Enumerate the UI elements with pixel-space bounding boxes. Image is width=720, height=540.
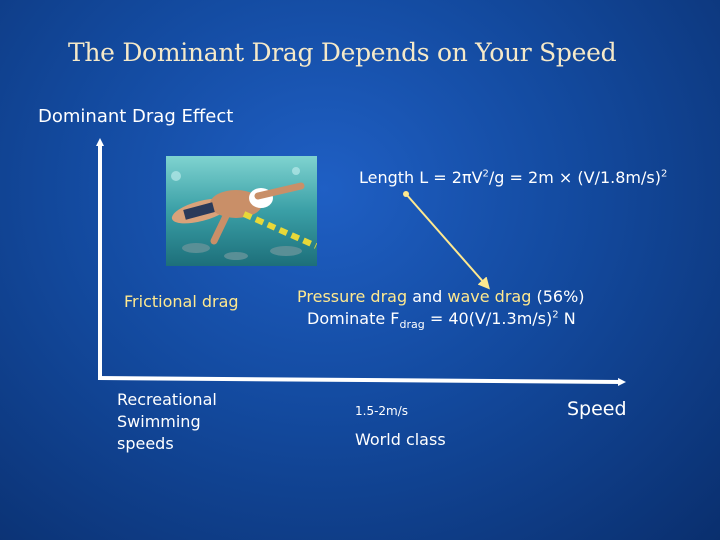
pointer-origin-dot	[403, 191, 409, 197]
recreational-line: Recreational	[117, 390, 217, 409]
drag-force-formula	[307, 309, 576, 331]
wave-length-mid: /g = 2m × (V/1.8m/s)	[488, 168, 661, 187]
wave-length-formula	[359, 168, 667, 187]
dominate-sub: drag	[399, 318, 425, 332]
y-axis-label: Dominant Drag Effect	[38, 106, 234, 127]
pressure-wave-drag-line	[297, 287, 585, 306]
x-axis-label: Speed	[567, 398, 627, 420]
recreational-line: Swimming	[117, 412, 201, 431]
dominate-prefix: Dominate F	[307, 309, 400, 328]
recreational-speeds-label	[117, 389, 217, 455]
swimmer-photo	[166, 156, 317, 266]
dominate-sup: 2	[552, 309, 559, 321]
dominate-suffix: N	[558, 309, 576, 328]
pressure-drag-text: Pressure drag	[297, 287, 408, 306]
dominate-mid: = 40(V/1.3m/s)	[424, 309, 553, 328]
speed-range-label: 1.5-2m/s	[355, 404, 409, 418]
wave-length-sup2: 2	[660, 168, 668, 180]
wave-length-pointer-arrow	[406, 194, 486, 285]
recreational-line: speeds	[117, 434, 174, 453]
x-axis-arrow	[98, 378, 622, 382]
slide-title: The Dominant Drag Depends on Your Speed	[68, 38, 617, 67]
wave-drag-text: wave drag	[447, 287, 532, 306]
frictional-drag-label: Frictional drag	[124, 292, 239, 311]
wave-length-prefix: Length L = 2πV	[359, 168, 483, 187]
and-text: and	[407, 287, 448, 306]
percent-text: (56%)	[531, 287, 585, 306]
wave-length-sup1: 2	[482, 168, 489, 180]
world-class-label: World class	[355, 430, 446, 449]
